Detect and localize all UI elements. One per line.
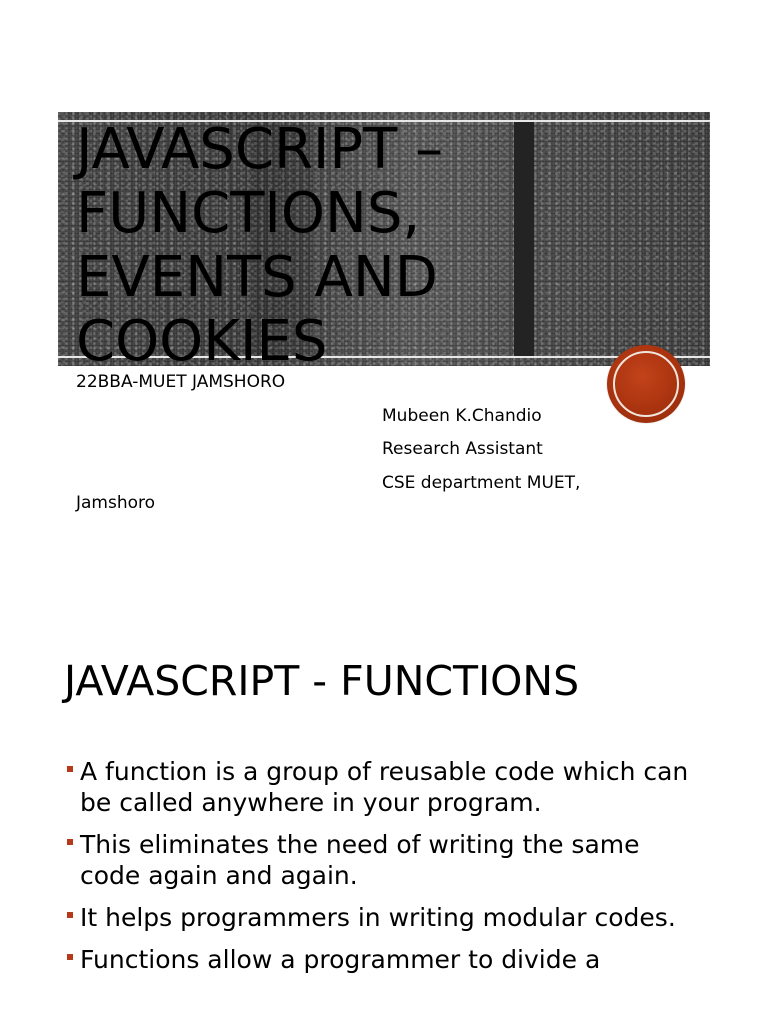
bullet-text: Functions allow a programmer to divide a [80,945,601,974]
author-city: Jamshoro [76,493,156,513]
bullet-item [64,829,704,891]
bullet-square-icon [67,954,73,960]
bullet-text: It helps programmers in writing modular codes. [80,903,676,932]
functions-slide [0,600,768,1024]
bullet-item [64,944,704,975]
bullet-square-icon [67,766,73,772]
bullet-text: This eliminates the need of writing the same code again and again. [80,830,640,890]
slide-title: JAVASCRIPT - FUNCTIONS [64,657,580,705]
author-name: Mubeen K.Chandio [382,406,542,426]
presentation-subtitle: 22BBA-MUET JAMSHORO [76,372,286,392]
bullet-text: A function is a group of reusable code which can be called anywhere in your program. [80,757,689,817]
presentation-title: JAVASCRIPT – FUNCTIONS, EVENTS AND COOKIES [76,117,444,374]
author-role: Research Assistant [382,439,543,459]
bullet-item [64,902,704,933]
bullet-square-icon [67,839,73,845]
bullet-list [64,756,704,986]
author-department: CSE department MUET, [382,473,581,493]
bullet-square-icon [67,912,73,918]
bullet-item [64,756,704,818]
